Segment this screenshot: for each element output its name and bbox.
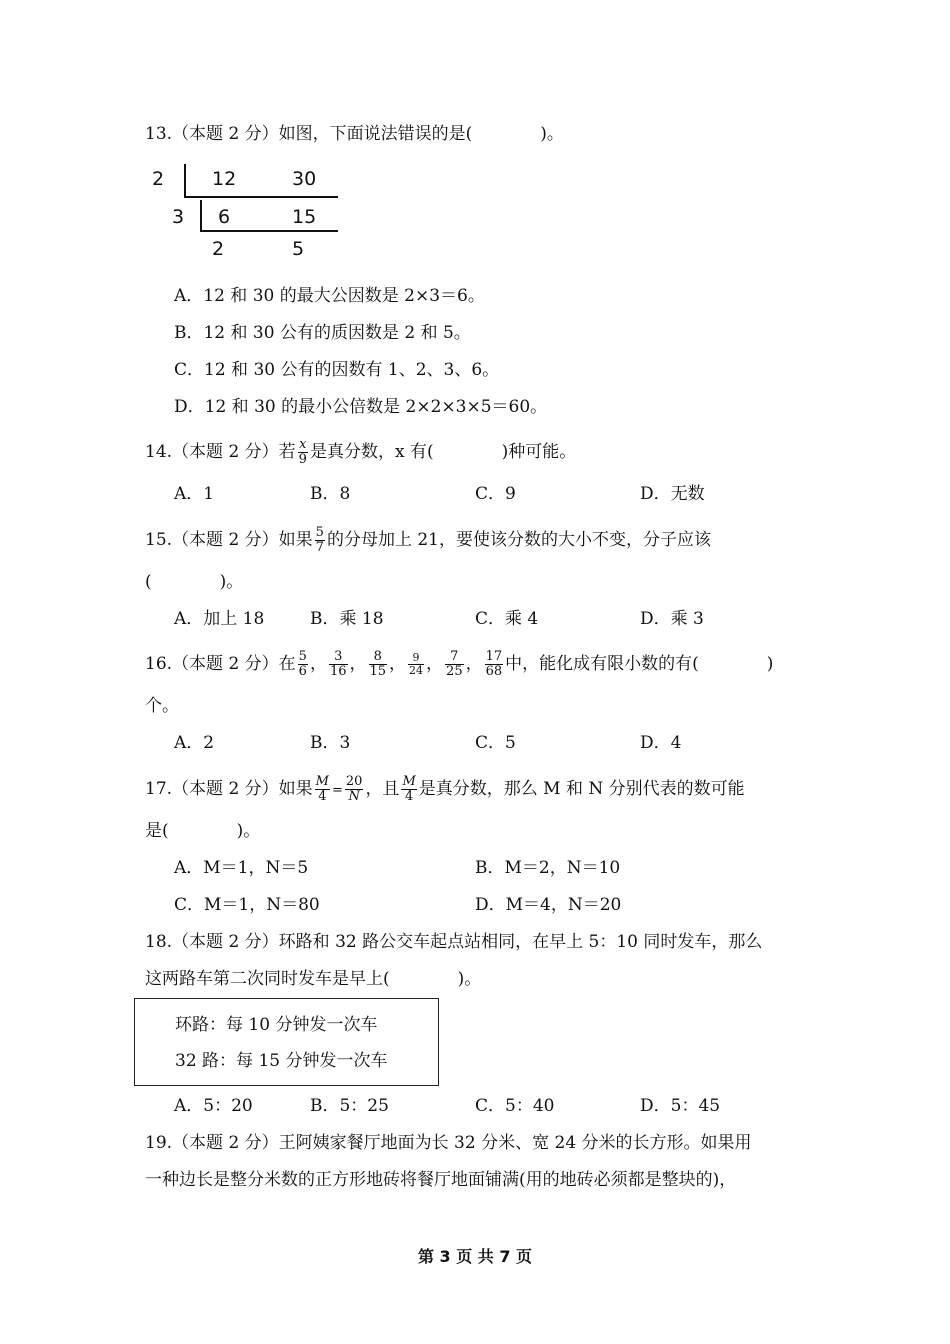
q13-option-d[interactable]: D．12 和 30 的最小公倍数是 2×2×3×5＝60。 <box>174 397 548 417</box>
q18-option-d[interactable]: D．5：45 <box>640 1096 721 1116</box>
q13-option-b[interactable]: B．12 和 30 公有的质因数是 2 和 5。 <box>174 323 471 343</box>
q17-stem-post: 是真分数，那么 M 和 N 分别代表的数可能 <box>418 779 745 799</box>
q15-stem-line2: ( )。 <box>145 572 244 592</box>
ladder-value: 5 <box>292 238 305 260</box>
q17-option-b[interactable]: B．M＝2，N＝10 <box>475 858 621 878</box>
ladder-line <box>200 200 202 232</box>
fraction-m-4: $\frac{M}{4}$ <box>402 774 416 804</box>
ladder-line <box>200 230 338 232</box>
q16-stem: 16.（本题 2 分）在 $\frac{5}{6}$ ， $\frac{3}{16}$ ， $\frac{8}{15}$ ， $\frac{9}{24}$ ， $\frac{7}{25}$ ， $\frac{17}{68}$ 中，能化成有限小数的有( ) <box>145 649 774 679</box>
q13-option-c[interactable]: C．12 和 30 公有的因数有 1、2、3、6。 <box>174 360 500 380</box>
fraction: $\frac{7}{25}$ <box>446 649 463 679</box>
q15-stem <box>145 526 711 555</box>
fraction-x-9: $\frac{x}{9}$ <box>298 437 307 467</box>
ladder-value: 30 <box>292 168 317 190</box>
ladder-line <box>184 196 338 198</box>
q14-option-c[interactable]: C．9 <box>475 484 516 504</box>
q19-stem: 19.（本题 2 分）王阿姨家餐厅地面为长 32 分米、宽 24 分米的长方形。如果用 <box>145 1133 752 1153</box>
schedule-line-1: 环路：每 10 分钟发一次车 <box>175 1015 378 1035</box>
q15-option-d[interactable]: D．乘 3 <box>640 609 704 629</box>
q15-option-c[interactable]: C．乘 4 <box>475 609 539 629</box>
q13-stem: 13.（本题 2 分）如图，下面说法错误的是( )。 <box>145 124 564 144</box>
q17-stem-line2: 是( )。 <box>145 821 261 841</box>
q17-stem: 17.（本题 2 分）如果 $\frac{M}{4}$ = $\frac{20}{N}$ ，且 $\frac{M}{4}$ 是真分数，那么 M 和 N 分别代表的数可能 <box>145 774 745 804</box>
q16-option-c[interactable]: C．5 <box>475 733 516 753</box>
fraction-5-7: $\frac{5}{7}$ <box>315 525 324 555</box>
q18-option-c[interactable]: C．5：40 <box>475 1096 555 1116</box>
q19-stem-line2: 一种边长是整分米数的正方形地砖将餐厅地面铺满(用的地砖必须都是整块的)， <box>145 1170 737 1190</box>
q18-stem: 18.（本题 2 分）环路和 32 路公交车起点站相同，在早上 5：10 同时发车，那么 <box>145 932 763 952</box>
fraction: $\frac{5}{6}$ <box>298 649 307 679</box>
q14-stem-pre: 14.（本题 2 分）若 <box>145 442 296 462</box>
ladder-value: 12 <box>212 168 237 190</box>
fraction: $\frac{17}{68}$ <box>485 649 503 679</box>
q15-option-b[interactable]: B．乘 18 <box>310 609 384 629</box>
q16-option-d[interactable]: D．4 <box>640 733 682 753</box>
ladder-divisor-2: 3 <box>172 206 185 228</box>
page-footer: 第 3 页 共 7 页 <box>417 1247 533 1266</box>
q16-option-b[interactable]: B．3 <box>310 733 351 753</box>
q17-stem-pre: 17.（本题 2 分）如果 <box>145 779 313 799</box>
fraction-m-4: $\frac{M}{4}$ <box>315 774 329 804</box>
q18-option-a[interactable]: A．5：20 <box>174 1096 253 1116</box>
q16-stem-line2: 个。 <box>145 696 179 716</box>
q17-option-c[interactable]: C．M＝1，N＝80 <box>174 895 320 915</box>
fraction-20-n: $\frac{20}{N}$ <box>345 774 363 804</box>
q16-stem-post: 中，能化成有限小数的有( ) <box>505 654 774 674</box>
schedule-line-2: 32 路：每 15 分钟发一次车 <box>175 1051 388 1071</box>
ladder-value: 6 <box>218 206 231 228</box>
q14-option-d[interactable]: D．无数 <box>640 484 705 504</box>
q15-option-a[interactable]: A．加上 18 <box>174 609 265 629</box>
q18-stem-line2: 这两路车第二次同时发车是早上( )。 <box>145 969 482 989</box>
q15-stem-pre: 15.（本题 2 分）如果 <box>145 530 313 550</box>
q14-option-b[interactable]: B．8 <box>310 484 351 504</box>
q17-option-d[interactable]: D．M＝4，N＝20 <box>475 895 622 915</box>
fraction: $\frac{8}{15}$ <box>369 649 387 679</box>
ladder-line <box>184 164 186 198</box>
q14-stem <box>145 438 576 467</box>
ladder-value: 15 <box>292 206 317 228</box>
q15-stem-post: 的分母加上 21，要使该分数的大小不变，分子应该 <box>326 530 711 550</box>
q16-stem-pre: 16.（本题 2 分）在 <box>145 654 296 674</box>
q13-option-a[interactable]: A．12 和 30 的最大公因数是 2×3＝6。 <box>174 286 485 306</box>
q17-option-a[interactable]: A．M＝1，N＝5 <box>174 858 309 878</box>
fraction: $\frac{9}{24}$ <box>409 651 424 677</box>
q14-stem-post: 是真分数，x 有( )种可能。 <box>309 442 577 462</box>
fraction: $\frac{3}{16}$ <box>329 649 347 679</box>
q18-option-b[interactable]: B．5：25 <box>310 1096 389 1116</box>
ladder-value: 2 <box>212 238 225 260</box>
q14-option-a[interactable]: A．1 <box>174 484 215 504</box>
q16-option-a[interactable]: A．2 <box>174 733 215 753</box>
ladder-divisor-1: 2 <box>152 168 165 190</box>
